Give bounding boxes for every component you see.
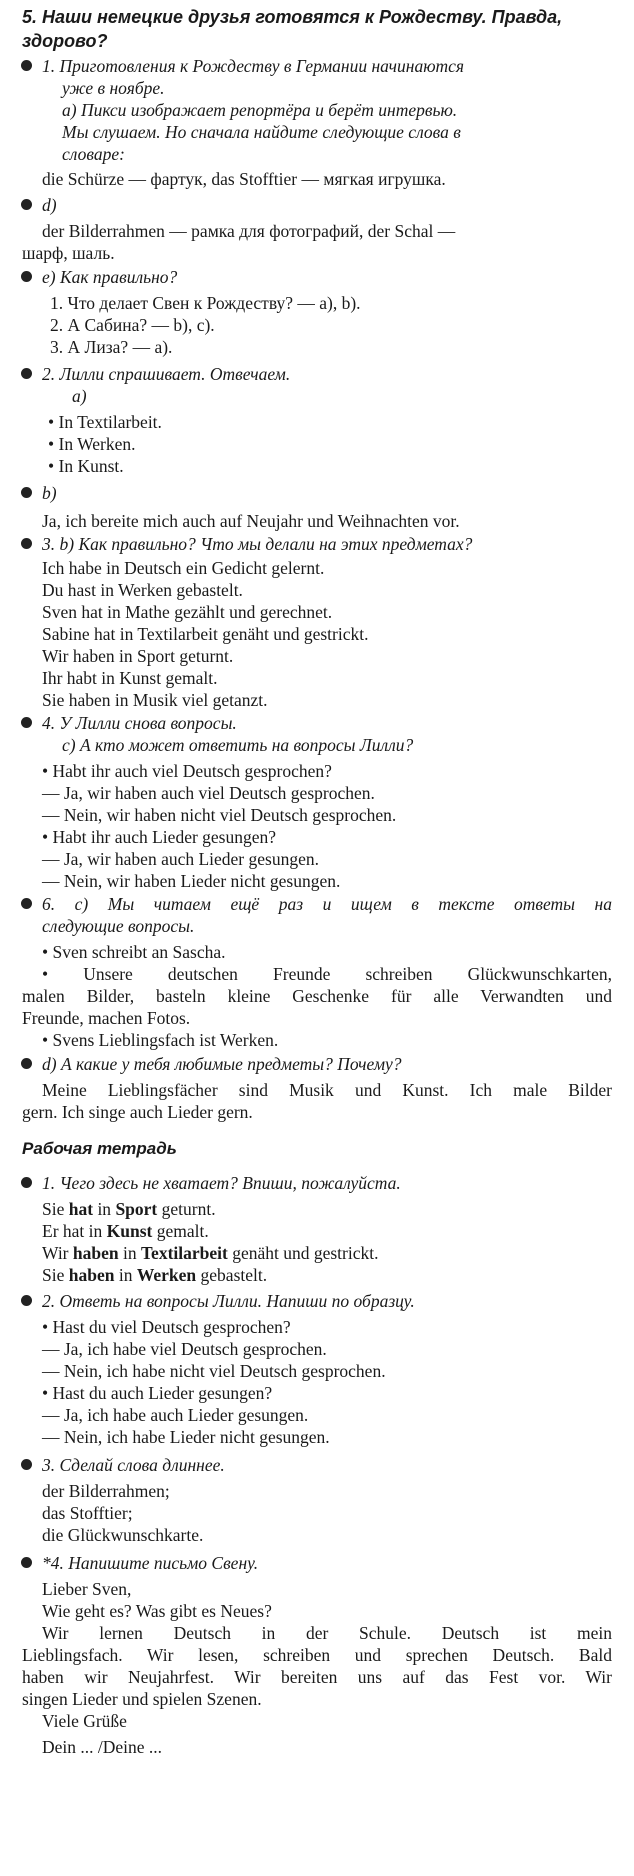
ex2b-text: Ja, ich bereite mich auch auf Neujahr und Weihnachten vor. [42,511,460,531]
ex6-label-cont: следующие вопросы. [42,916,195,936]
bullet-icon [21,1459,32,1470]
bullet-icon [21,717,32,728]
ex6-line: Freunde, machen Fotos. [22,1008,191,1028]
letter-line: Wie geht es? Was gibt es Neues? [42,1601,272,1621]
w2-line: — Ja, ich habe auch Lieder gesungen. [42,1405,309,1425]
w2-line: — Nein, ich habe nicht viel Deutsch gesprochen. [42,1361,386,1381]
ex3-line: Du hast in Werken gebastelt. [42,580,243,600]
letter-signature: Dein ... /Deine ... [42,1737,163,1757]
ex1-text: уже в ноябре. [62,78,165,98]
list-item: • In Kunst. [48,456,124,476]
ex4-sub: с) А кто может ответить на вопросы Лилли? [62,735,414,755]
w1-line: Wir haben in Textilarbeit genäht und gestrickt. [42,1243,379,1263]
list-item: 1. Что делает Свен к Рождеству? — a), b). [50,293,361,313]
ex2-label: 2. Лилли спрашивает. Отвечаем. [42,364,291,384]
list-item: • In Textilarbeit. [48,412,162,432]
list-item: 3. А Лиза? — а). [50,337,173,357]
workbook-title: Рабочая тетрадь [22,1139,177,1158]
ex1-text: а) Пикси изображает репортёра и берёт интервью. [62,100,458,120]
ex1-text: словаре: [62,144,125,164]
ex6d-label: d) А какие у тебя любимые предметы? Почему? [42,1054,402,1074]
list-item: 2. А Сабина? — b), c). [50,315,215,335]
bullet-icon [21,487,32,498]
section-title-cont: здорово? [22,31,108,51]
letter-line: haben wir Neujahrfest. Wir bereiten uns auf das Fest vor. Wir [22,1667,612,1687]
ex6-line: malen Bilder, basteln kleine Geschenke für alle Verwandten und [22,986,612,1006]
exd-label: d) [42,195,57,215]
bullet-icon [21,1177,32,1188]
bullet-icon [21,199,32,210]
exe-label: е) Как правильно? [42,267,178,287]
w2-line: • Hast du viel Deutsch gesprochen? [42,1317,291,1337]
ex3-line: Ihr habt in Kunst gemalt. [42,668,218,688]
letter-closing: Viele Grüße [42,1711,127,1731]
list-item: • In Werken. [48,434,136,454]
ex1-label: 1. Приготовления к Рождеству в Германии начинаются [42,56,465,76]
w4-label: *4. Напишите письмо Свену. [42,1553,259,1573]
ex3-line: Sie haben in Musik viel getanzt. [42,690,268,710]
ex3-line: Wir haben in Sport geturnt. [42,646,234,666]
ex3-line: Sabine hat in Textilarbeit genäht und gestrickt. [42,624,369,644]
ex2b-label: b) [42,483,57,503]
ex3-line: Ich habe in Deutsch ein Gedicht gelernt. [42,558,325,578]
w3-line: das Stofftier; [42,1503,133,1523]
exd-text: der Bilderrahmen — рамка для фотографий, der Schal — [42,221,456,241]
ex4-line: — Ja, wir haben auch viel Deutsch gesprochen. [42,783,375,803]
w3-label: 3. Сделай слова длиннее. [42,1455,225,1475]
ex4-label: 4. У Лилли снова вопросы. [42,713,237,733]
w1-line: Sie haben in Werken gebastelt. [42,1265,268,1285]
bullet-icon [21,368,32,379]
ex2-sub: а) [72,386,87,406]
bullet-icon [21,60,32,71]
w2-label: 2. Ответь на вопросы Лилли. Напиши по образцу. [42,1291,415,1311]
bullet-icon [21,1058,32,1069]
ex1-text: Мы слушаем. Но сначала найдите следующие слова в [62,122,461,142]
ex6d-text: Meine Lieblingsfächer sind Musik und Kunst. Ich male Bilder [42,1080,612,1100]
ex6-line: • Svens Lieblingsfach ist Werken. [42,1030,279,1050]
w3-line: der Bilderrahmen; [42,1481,170,1501]
ex6-line: • Unsere deutschen Freunde schreiben Glückwunschkarten, [42,964,612,984]
bullet-icon [21,1557,32,1568]
letter-line: Lieblingsfach. Wir lesen, schreiben und sprechen Deutsch. Bald [22,1645,612,1665]
w2-line: • Hast du auch Lieder gesungen? [42,1383,273,1403]
w1-line: Sie hat in Sport geturnt. [42,1199,216,1219]
ex6-line: • Sven schreibt an Sascha. [42,942,226,962]
ex4-line: • Habt ihr auch Lieder gesungen? [42,827,277,847]
ex4-line: • Habt ihr auch viel Deutsch gesprochen? [42,761,332,781]
bullet-icon [21,538,32,549]
w2-line: — Ja, ich habe viel Deutsch gesprochen. [42,1339,327,1359]
ex4-line: — Nein, wir haben Lieder nicht gesungen. [42,871,341,891]
exd-text: шарф, шаль. [22,243,115,263]
letter-line: Wir lernen Deutsch in der Schule. Deutsch ist mein [42,1623,612,1643]
w1-label: 1. Чего здесь не хватает? Впиши, пожалуйста. [42,1173,401,1193]
ex4-line: — Nein, wir haben nicht viel Deutsch gesprochen. [42,805,397,825]
ex6-label: 6. с) Мы читаем ещё раз и ищем в тексте ответы на [42,894,612,914]
section-title: 5. Наши немецкие друзья готовятся к Рождеству. Правда, [22,7,563,27]
ex1-vocab: die Schürze — фартук, das Stofftier — мягкая игрушка. [42,169,446,189]
ex6d-text: gern. Ich singe auch Lieder gern. [22,1102,253,1122]
bullet-icon [21,898,32,909]
letter-greeting: Lieber Sven, [42,1579,132,1599]
ex3-line: Sven hat in Mathe gezählt und gerechnet. [42,602,333,622]
letter-line: singen Lieder und spielen Szenen. [22,1689,262,1709]
bullet-icon [21,271,32,282]
ex4-line: — Ja, wir haben auch Lieder gesungen. [42,849,319,869]
w3-line: die Glückwunschkarte. [42,1525,204,1545]
ex3-label: 3. b) Как правильно? Что мы делали на этих предметах? [42,534,473,554]
bullet-icon [21,1295,32,1306]
w1-line: Er hat in Kunst gemalt. [42,1221,209,1241]
w2-line: — Nein, ich habe Lieder nicht gesungen. [42,1427,330,1447]
